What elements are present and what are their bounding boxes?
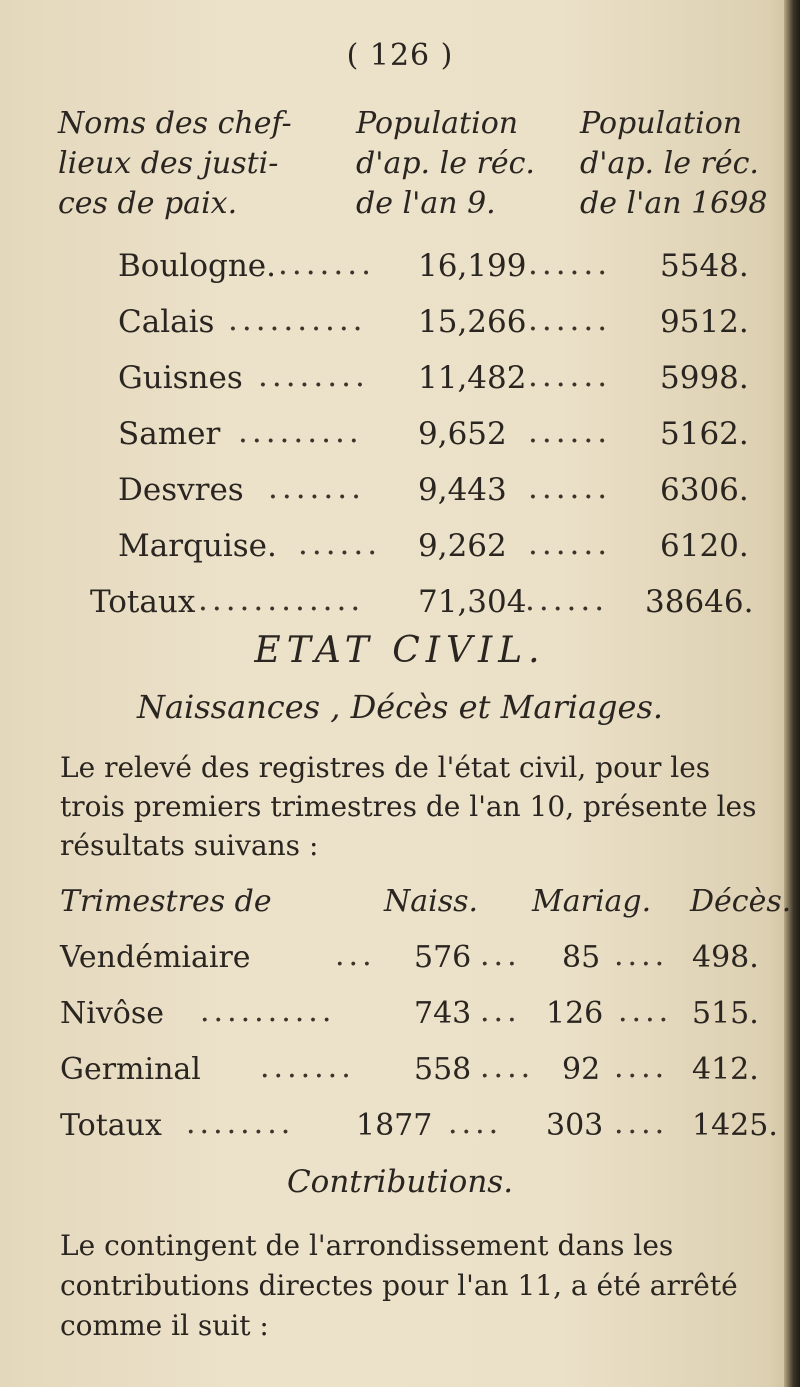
leader-dots: ...... — [298, 526, 382, 562]
population-row — [118, 526, 768, 566]
row-pop-1698: 5162. — [660, 416, 749, 452]
population-row — [118, 246, 768, 286]
header-line: Noms des chef- — [58, 106, 292, 141]
leader-dots: .... — [618, 994, 673, 1029]
row-name: Totaux — [90, 584, 196, 620]
row-pop-1698: 5998. — [660, 360, 749, 396]
paragraph-civil-intro: Le relevé des registres de l'état civil, pour les trois premiers trimestres de l'an 10, présente les résultats suivans : — [60, 751, 757, 862]
row-name: Samer — [118, 416, 221, 452]
row-pop-1698: 6306. — [660, 472, 749, 508]
header-line: de l'an 9. — [356, 186, 496, 221]
row-name: Marquise. — [118, 528, 277, 564]
leader-dots: ....... — [260, 1050, 355, 1085]
leader-dots: ....... — [268, 470, 365, 506]
leader-dots: ...... — [528, 246, 612, 282]
leader-dots: .......... — [200, 994, 336, 1029]
row-pop-1698: 38646. — [645, 584, 754, 620]
row-pop-an9: 9,443 — [418, 472, 507, 508]
leader-dots: .......... — [228, 302, 367, 338]
row-naiss: 576 — [414, 940, 472, 975]
row-name: Vendémiaire — [60, 940, 251, 975]
leader-dots: ........ — [186, 1106, 295, 1141]
population-row — [118, 470, 768, 510]
header-line: ces de paix. — [58, 186, 238, 221]
row-pop-an9: 16,199 — [418, 248, 527, 284]
leader-dots: ........ — [258, 358, 369, 394]
leader-dots: .... — [614, 1050, 669, 1085]
row-naiss: 558 — [414, 1052, 472, 1087]
header-trimestre: Trimestres de — [60, 884, 272, 919]
row-deces: 412. — [692, 1052, 759, 1087]
row-naiss: 743 — [414, 996, 472, 1031]
row-mariag: 85 — [562, 940, 601, 975]
row-pop-1698: 6120. — [660, 528, 749, 564]
row-mariag: 92 — [562, 1052, 601, 1087]
section-subtitle: Naissances , Décès et Mariages. — [136, 688, 664, 726]
leader-dots: .... — [614, 938, 669, 973]
row-name: Boulogne. — [118, 248, 276, 284]
header-col-names — [58, 104, 292, 224]
leader-dots: .... — [614, 1106, 669, 1141]
header-mariag: Mariag. — [532, 884, 652, 919]
row-pop-1698: 5548. — [660, 248, 749, 284]
leader-dots: ...... — [525, 582, 609, 618]
row-name: Germinal — [60, 1052, 201, 1087]
leader-dots: ............ — [198, 582, 365, 618]
row-name: Nivôse — [60, 996, 165, 1031]
row-naiss: 1877 — [356, 1108, 433, 1143]
leader-dots: ...... — [528, 526, 612, 562]
leader-dots: ......... — [238, 414, 363, 450]
row-pop-an9: 11,482 — [418, 360, 527, 396]
row-mariag: 303 — [546, 1108, 604, 1143]
row-pop-1698: 9512. — [660, 304, 749, 340]
row-name: Desvres — [118, 472, 244, 508]
header-col-pop-1698 — [580, 104, 767, 224]
header-line: d'ap. le réc. — [356, 146, 535, 181]
population-row — [118, 414, 768, 454]
leader-dots: ...... — [528, 470, 612, 506]
row-pop-an9: 71,304 — [418, 584, 527, 620]
row-mariag: 126 — [546, 996, 604, 1031]
page-number: ( 126 ) — [346, 38, 454, 73]
row-name: Guisnes — [118, 360, 243, 396]
row-pop-an9: 15,266 — [418, 304, 527, 340]
contributions-title: Contributions. — [286, 1164, 514, 1200]
row-deces: 498. — [692, 940, 759, 975]
header-line: d'ap. le réc. — [580, 146, 759, 181]
leader-dots: ... — [480, 938, 521, 973]
row-name: Totaux — [60, 1108, 162, 1143]
leader-dots: ... — [335, 938, 376, 973]
leader-dots: ... — [480, 994, 521, 1029]
row-deces: 1425. — [692, 1108, 778, 1143]
header-col-pop-an9 — [356, 104, 535, 224]
section-title: ETAT CIVIL. — [254, 630, 546, 671]
population-row — [118, 302, 768, 342]
paragraph-contributions: Le contingent de l'arrondissement dans les contributions directes pour l'an 11, a été arrêté comme il suit : — [60, 1229, 738, 1342]
header-line: Population — [356, 106, 519, 141]
row-pop-an9: 9,262 — [418, 528, 507, 564]
header-line: de l'an 1698 — [580, 186, 768, 221]
row-pop-an9: 9,652 — [418, 416, 507, 452]
header-line: Population — [580, 106, 743, 141]
header-naiss: Naiss. — [384, 884, 479, 919]
leader-dots: .... — [480, 1050, 535, 1085]
header-line: lieux des justi- — [58, 146, 279, 181]
leader-dots: ....... — [278, 246, 375, 282]
row-name: Calais — [118, 304, 215, 340]
population-totals-row — [90, 582, 770, 622]
leader-dots: .... — [448, 1106, 503, 1141]
population-row — [118, 358, 768, 398]
leader-dots: ...... — [528, 358, 612, 394]
header-deces: Décès. — [690, 884, 792, 919]
leader-dots: ...... — [528, 302, 612, 338]
row-deces: 515. — [692, 996, 759, 1031]
leader-dots: ...... — [528, 414, 612, 450]
